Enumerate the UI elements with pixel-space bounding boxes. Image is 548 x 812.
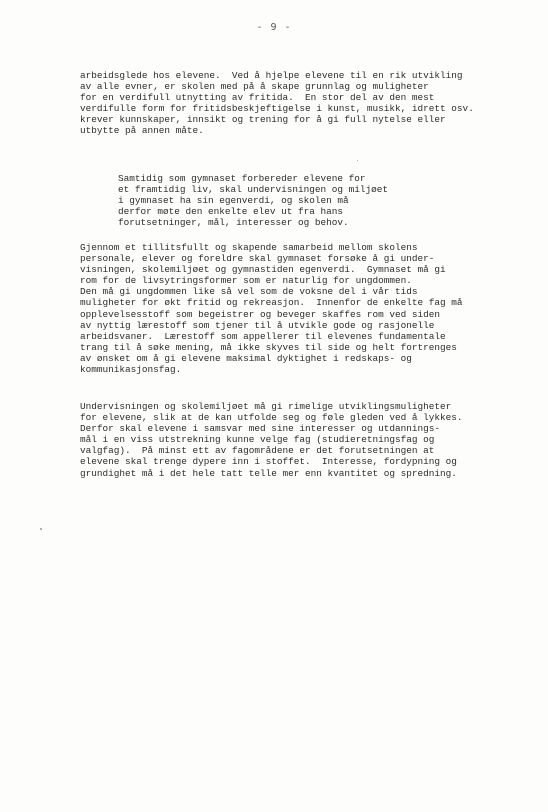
paragraph-utvikling [80,401,463,479]
text-line: opplevelsesstoff som begeistrer og beveger skaffes rom ved siden [80,308,441,320]
text-line: mål i en viss utstrekning kunne velge fag (studieretningsfag og [80,434,435,446]
text-line: av ønsket om å gi elevene maksimal dyktighet i redskaps- og [80,352,412,364]
text-line: Derfor skal elevene i samsvar med sine interesser og utdannings- [80,423,441,435]
page-number: - 9 - [256,22,292,33]
text-line: elevene skal trenge dypere inn i stoffet. Interesse, fordypning og [80,456,457,468]
text-line: for elevene, slik at de kan utfolde seg og føle gleden ved å lykkes. [80,412,463,424]
text-line: Undervisningen og skolemiljøet må gi rimelige utviklingsmuligheter [80,401,452,412]
paragraph-samarbeid [80,242,463,375]
text-line: av nyttig lærestoff som tjener til å utvikle gode og rasjonelle [80,319,435,331]
text-line: utbytte på annen måte. [80,125,204,137]
text-line: krever kunnskaper, innsikt og trening for å gi full nytelse eller [80,114,446,126]
text-line: trang til å søke mening, må ikke skyves til side og helt fortrenges [80,341,457,353]
indented-quote [118,173,388,228]
text-line: kommunikasjonsfag. [80,364,182,376]
text-line: forutsetninger, mål, interesser og behov. [118,217,349,229]
text-line: visningen, skolemiljøet og gymnastiden egenverdi. Gymnaset må gi [80,264,446,276]
scan-speck [40,528,42,530]
text-line: personale, elever og foreldre skal gymnaset forsøke å gi under- [80,253,435,265]
text-line: derfor møte den enkelte elev ut fra hans [118,206,344,218]
paragraph-fritid [80,70,474,137]
text-line: for en verdifull utnytting av fritida. En stor del av den mest [80,92,435,104]
text-line: arbeidsglede hos elevene. Ved å hjelpe elevene til en rik utvikling [80,70,463,81]
text-line: Gjennom et tillitsfullt og skapende samarbeid mellom skolens [80,242,418,253]
text-line: Samtidig som gymnaset forbereder elevene for [118,173,366,184]
text-line: muligheter for økt fritid og rekreasjon. Innenfor de enkelte fag må [80,297,463,309]
text-line: i gymnaset ha sin egenverdi, og skolen må [118,195,349,207]
text-line: Den må gi ungdommen like så vel som de voksne del i vår tids [80,286,418,298]
text-line: et framtidig liv, skal undervisningen og miljøet [118,184,389,196]
text-line: valgfag). På minst ett av fagområdene er det forutsetningen at [80,445,435,457]
text-line: arbeidsvaner. Lærestoff som appellerer til elevenes fundamentale [80,330,446,342]
text-line: grundighet må i det hele tatt telle mer enn kvantitet og spredning. [80,467,457,479]
text-line: verdifulle form for fritidsbeskjeftigelse i kunst, musikk, idrett osv. [80,103,474,115]
text-line: av alle evner, er skolen med på å skape grunnlag og muligheter [80,81,429,93]
text-line: rom for de livsytringsformer som er naturlig for ungdommen. [80,275,412,287]
scan-speck [357,160,358,161]
